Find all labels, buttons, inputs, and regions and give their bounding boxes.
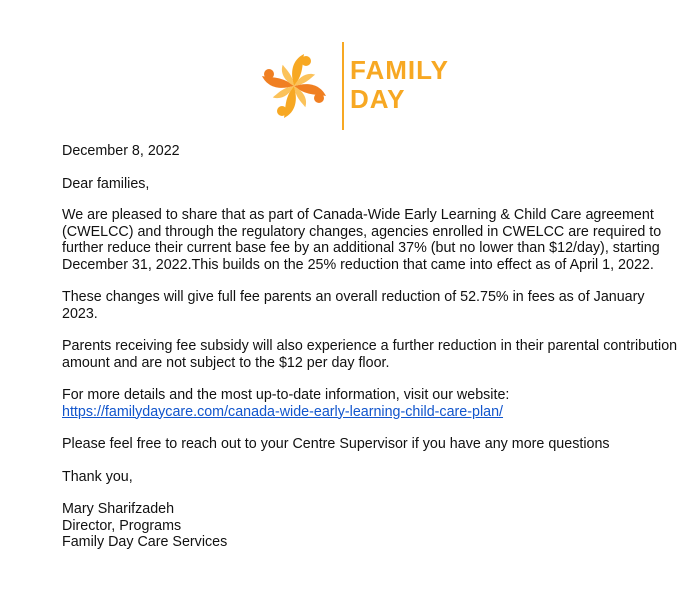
paragraph-fee-subsidy: Parents receiving fee subsidy will also experience a further reduction in their parental contribution amount and are not subject to the $12 per day floor. (62, 338, 678, 371)
logo-divider (342, 42, 344, 130)
logo-wordmark (350, 56, 449, 114)
logo-wordmark-line1: FAMILY (350, 55, 449, 85)
signature-title: Director, Programs (62, 517, 182, 534)
paragraph-contact-supervisor: Please feel free to reach out to your Centre Supervisor if you have any more questions (62, 436, 610, 452)
signature-block (62, 501, 682, 551)
paragraph-more-details (62, 387, 682, 420)
website-link[interactable]: https://familydaycare.com/canada-wide-early-learning-child-care-plan/ (62, 403, 504, 420)
pinwheel-people-logo-icon (254, 46, 334, 126)
paragraph-cwelcc: We are pleased to share that as part of Canada-Wide Early Learning & Child Care agreement (CWELCC) and through the regulatory changes, agencies enrolled in CWELCC are required to further reduce their current base fee by an additional 37% (but no lower than $12/day), starting December 31, 2022.This builds on the 25% reduction that came into effect as of April 1, 2022. (62, 207, 662, 273)
letter-closing: Thank you, (62, 468, 133, 485)
logo-wordmark-line2: DAY (350, 84, 406, 114)
letter-greeting: Dear families, (62, 175, 150, 192)
more-details-text: For more details and the most up-to-date information, visit our website: (62, 387, 510, 403)
paragraph-overall-reduction: These changes will give full fee parents an overall reduction of 52.75% in fees as of January 2023. (62, 289, 645, 322)
signature-organization: Family Day Care Services (62, 534, 228, 550)
family-day-logo (254, 42, 454, 132)
signature-name: Mary Sharifzadeh (62, 501, 175, 517)
letter-body (62, 143, 682, 551)
letter-date: December 8, 2022 (62, 143, 180, 159)
